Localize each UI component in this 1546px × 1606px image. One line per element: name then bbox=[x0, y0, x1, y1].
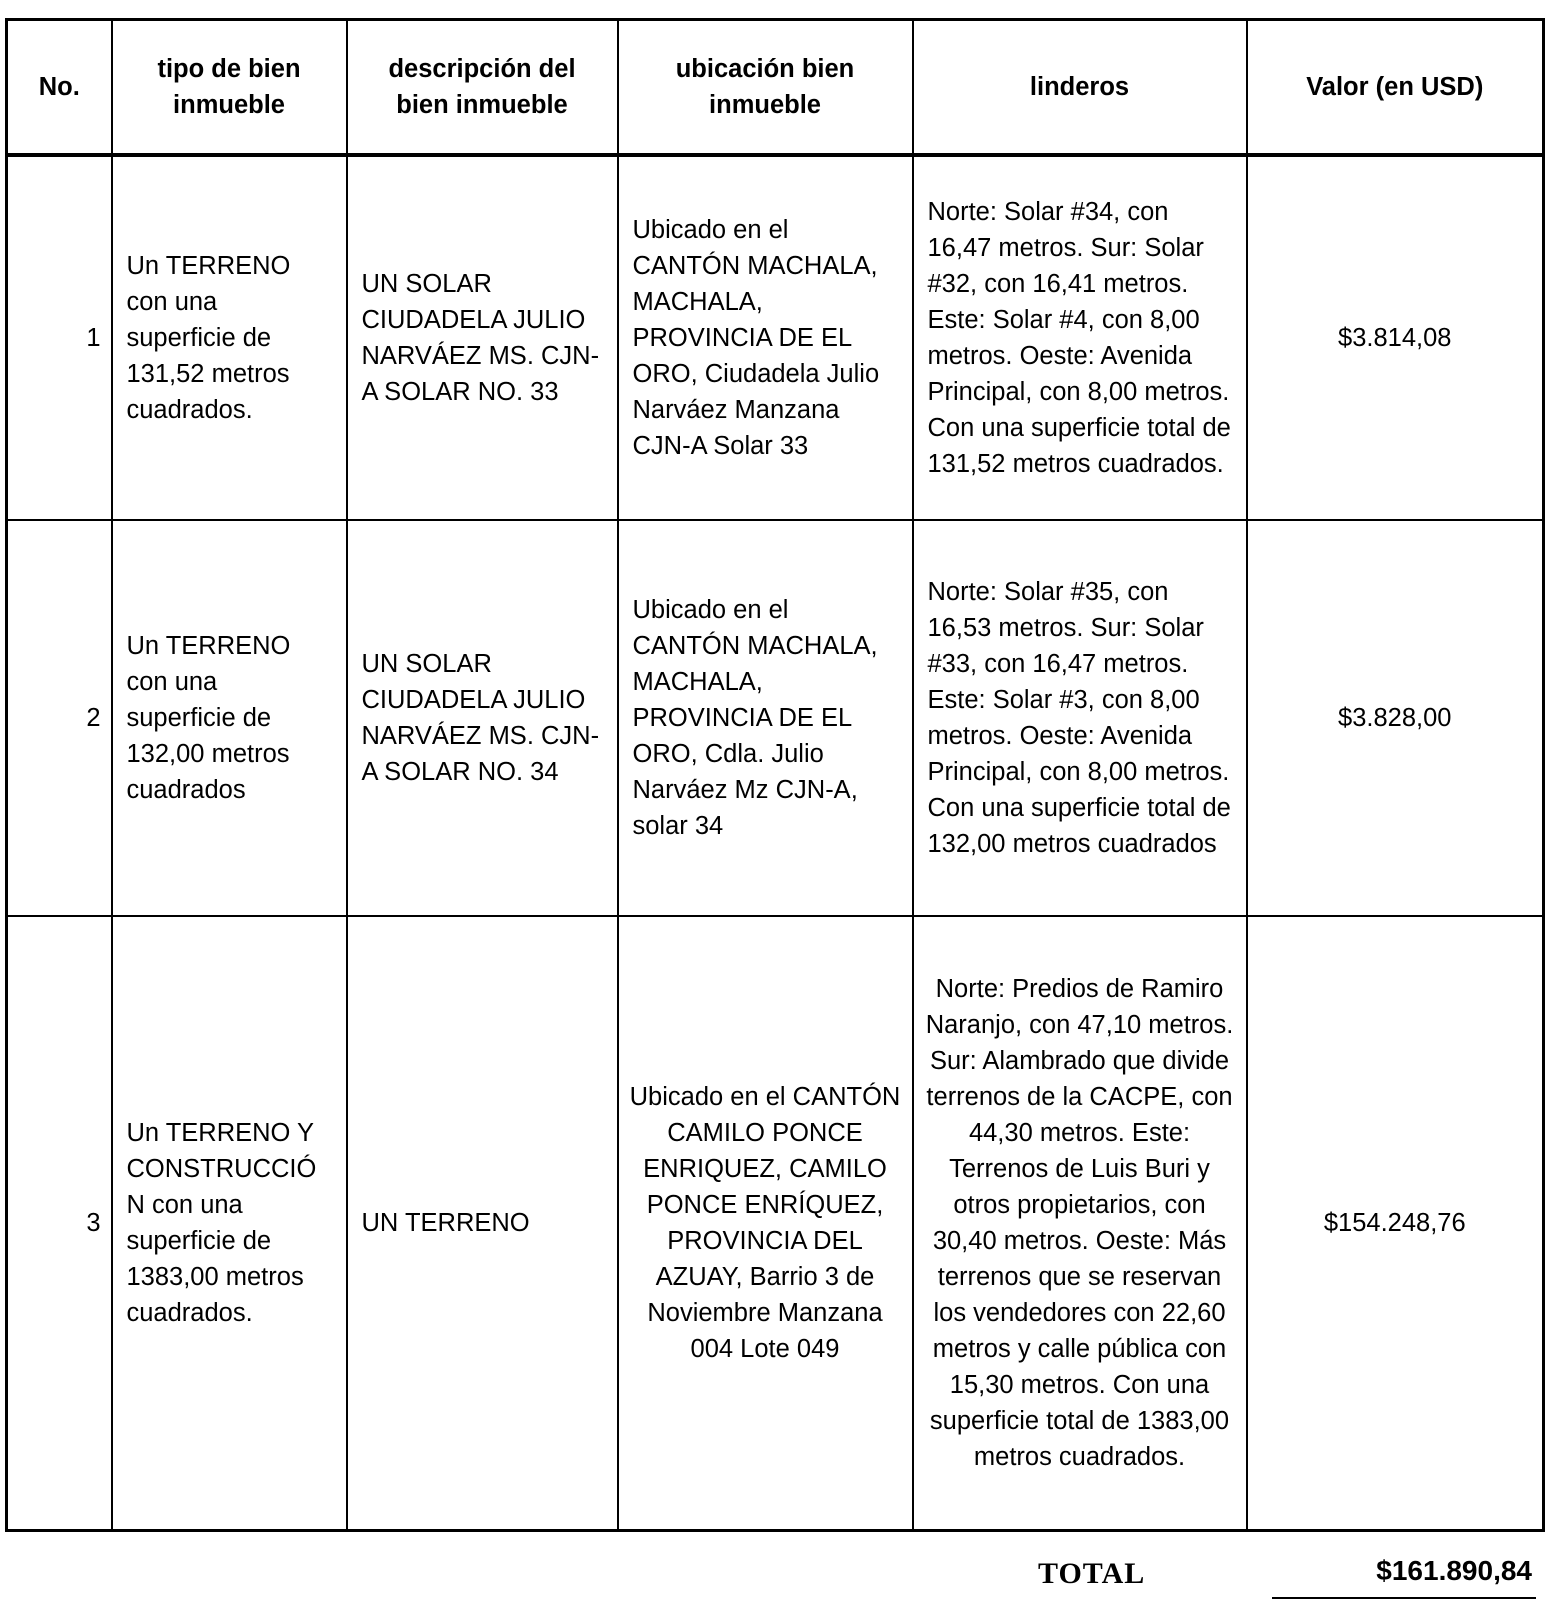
cell-no: 1 bbox=[7, 155, 112, 520]
cell-valor: $3.814,08 bbox=[1247, 155, 1544, 520]
cell-descripcion: UN SOLAR CIUDADELA JULIO NARVÁEZ MS. CJN-A SOLAR NO. 33 bbox=[347, 155, 618, 520]
header-no: No. bbox=[7, 20, 112, 156]
cell-descripcion: UN TERRENO bbox=[347, 916, 618, 1531]
total-label: TOTAL bbox=[1038, 1557, 1146, 1590]
header-linderos: linderos bbox=[913, 20, 1247, 156]
cell-linderos: Norte: Predios de Ramiro Naranjo, con 47,10 metros. Sur: Alambrado que divide terrenos de la CACPE, con 44,30 metros. Este: Terrenos de Luis Buri y otros propietarios, con 30,40 metros. Oeste: Más terrenos que se reservan los vendedores con 22,60 metros y calle pública con 15,30 metros. Con una superficie total de 1383,00 metros cuadrados. bbox=[913, 916, 1247, 1531]
header-tipo: tipo de bien inmueble bbox=[112, 20, 347, 156]
cell-ubicacion: Ubicado en el CANTÓN CAMILO PONCE ENRIQUEZ, CAMILO PONCE ENRÍQUEZ, PROVINCIA DEL AZUAY, Barrio 3 de Noviembre Manzana 004 Lote 049 bbox=[618, 916, 913, 1531]
cell-no: 2 bbox=[7, 520, 112, 916]
cell-linderos: Norte: Solar #34, con 16,47 metros. Sur: Solar #32, con 16,41 metros. Este: Solar #4, con 8,00 metros. Oeste: Avenida Principal, con 8,00 metros. Con una superficie total de 131,52 metros cuadrados. bbox=[913, 155, 1247, 520]
cell-ubicacion: Ubicado en el CANTÓN MACHALA, MACHALA, PROVINCIA DE EL ORO, Cdla. Julio Narváez Mz CJN-A, solar 34 bbox=[618, 520, 913, 916]
cell-ubicacion: Ubicado en el CANTÓN MACHALA, MACHALA, PROVINCIA DE EL ORO, Ciudadela Julio Narváez Manzana CJN-A Solar 33 bbox=[618, 155, 913, 520]
table-row bbox=[7, 520, 1544, 916]
table-row bbox=[7, 916, 1544, 1531]
cell-tipo: Un TERRENO Y CONSTRUCCIÓN con una superficie de 1383,00 metros cuadrados. bbox=[112, 916, 347, 1531]
header-valor: Valor (en USD) bbox=[1247, 20, 1544, 156]
cell-tipo: Un TERRENO con una superficie de 132,00 metros cuadrados bbox=[112, 520, 347, 916]
header-row bbox=[7, 20, 1544, 156]
cell-tipo: Un TERRENO con una superficie de 131,52 metros cuadrados. bbox=[112, 155, 347, 520]
header-ubicacion: ubicación bien inmueble bbox=[618, 20, 913, 156]
property-table bbox=[5, 18, 1545, 1532]
cell-valor: $154.248,76 bbox=[1247, 916, 1544, 1531]
header-descripcion: descripción del bien inmueble bbox=[347, 20, 618, 156]
total-value: $161.890,84 bbox=[1376, 1555, 1532, 1586]
cell-valor: $3.828,00 bbox=[1247, 520, 1544, 916]
cell-no: 3 bbox=[7, 916, 112, 1531]
total-row bbox=[0, 1551, 1546, 1601]
cell-linderos: Norte: Solar #35, con 16,53 metros. Sur: Solar #33, con 16,47 metros. Este: Solar #3, con 8,00 metros. Oeste: Avenida Principal, con 8,00 metros. Con una superficie total de 132,00 metros cuadrados bbox=[913, 520, 1247, 916]
cell-descripcion: UN SOLAR CIUDADELA JULIO NARVÁEZ MS. CJN-A SOLAR NO. 34 bbox=[347, 520, 618, 916]
table-row bbox=[7, 155, 1544, 520]
total-underline bbox=[1272, 1597, 1536, 1599]
